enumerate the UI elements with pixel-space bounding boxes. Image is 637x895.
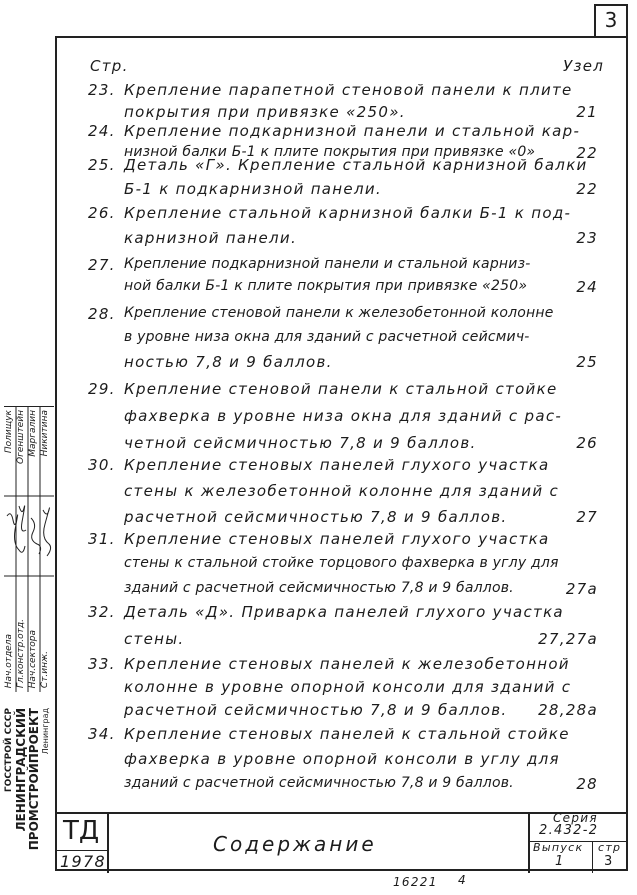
series-value: 2.432-2 [539, 823, 599, 838]
entry-node: 27 [576, 508, 598, 526]
entry-text-line: Крепление стеновой панели к железобетонной колонне [124, 305, 554, 321]
stamp-role: Гл.констр.отд. [16, 618, 26, 688]
entry-number: 27. [88, 256, 116, 274]
entry-node: 25 [576, 353, 598, 371]
entry-text-line: колонне в уровне опорной консоли для зданий с [124, 678, 572, 696]
entry-node: 21 [576, 103, 598, 121]
doc-year: 1978 [60, 852, 106, 871]
inventory-number: 16221 [393, 875, 438, 889]
entry-number: 23. [88, 81, 116, 99]
issue-label: Выпуск [533, 841, 584, 854]
signature-stamp [4, 406, 54, 692]
entry-text-line: стены к стальной стойке торцового фахверка в углу для [124, 555, 559, 571]
entry-node: 27,27а [538, 630, 598, 648]
entry-number: 24. [88, 122, 116, 140]
entry-text-line: стены. [124, 630, 185, 648]
stamp-role: Нач.отдела [4, 633, 14, 688]
series-label: Серия [553, 811, 598, 825]
entry-text-line: Крепление стеновых панелей к железобетонной [124, 655, 570, 673]
entry-number: 29. [88, 380, 116, 398]
entry-text-line: Крепление стеновой панели к стальной стойке [124, 380, 558, 398]
entry-text-line: расчетной сейсмичностью 7,8 и 9 баллов. [124, 508, 508, 526]
org-city: Ленинград [41, 708, 50, 755]
entry-text-line: Крепление стеновых панелей к стальной стойке [124, 725, 570, 743]
org-ministry: ГОССТРОЙ СССР [4, 708, 14, 793]
entry-number: 25. [88, 156, 116, 174]
organization-block [4, 708, 52, 858]
node-column-header: Узел [563, 57, 605, 75]
entry-node: 23 [576, 229, 598, 247]
entry-text-line: Крепление стальной карнизной балки Б-1 к под- [124, 204, 572, 222]
entry-text-line: ной балки Б-1 к плите покрытия при привязке «250» [124, 278, 528, 294]
entry-text-line: зданий с расчетной сейсмичностью 7,8 и 9 баллов. [124, 775, 514, 791]
entry-text-line: фахверка в уровне опорной консоли в углу для [124, 750, 560, 768]
sheet-number-box [594, 4, 628, 37]
entry-node: 22 [576, 144, 598, 162]
stamp-name: Маргалин [28, 410, 38, 457]
entry-text-line: покрытия при привязке «250». [124, 103, 406, 121]
entry-text-line: расчетной сейсмичностью 7,8 и 9 баллов. [124, 701, 508, 719]
entry-text-line: четной сейсмичностью 7,8 и 9 баллов. [124, 434, 477, 452]
entry-number: 26. [88, 204, 116, 222]
signatures [4, 406, 54, 692]
inventory-mark: 4 [458, 873, 467, 887]
stamp-name: Полищук [4, 410, 14, 454]
page-label: стр [598, 841, 622, 854]
entry-text-line: стены к железобетонной колонне для зданий с [124, 482, 559, 500]
entry-text-line: Деталь «Д». Приварка панелей глухого участка [124, 603, 564, 621]
entry-text-line: Крепление парапетной стеновой панели к плите [124, 81, 573, 99]
entry-number: 30. [88, 456, 116, 474]
entry-text-line: ностью 7,8 и 9 баллов. [124, 353, 333, 371]
entry-text-line: Крепление стеновых панелей глухого участка [124, 456, 550, 474]
entry-number: 34. [88, 725, 116, 743]
doc-title: Содержание [213, 832, 377, 856]
page-column-header: Стр. [90, 57, 129, 75]
entry-text-line: карнизной панели. [124, 229, 298, 247]
doc-code: ТД [63, 816, 100, 846]
entry-text-line: Б-1 к подкарнизной панели. [124, 180, 382, 198]
entry-node: 28 [576, 775, 598, 793]
title-block [55, 812, 628, 873]
entry-number: 31. [88, 530, 116, 548]
entry-node: 26 [576, 434, 598, 452]
page-value: 3 [604, 854, 613, 869]
entry-text-line: Крепление подкарнизной панели и стальной карниз- [124, 256, 531, 272]
entry-text-line: фахверка в уровне низа окна для зданий с рас- [124, 407, 563, 425]
entry-text-line: Крепление стеновых панелей глухого участка [124, 530, 550, 548]
entry-text-line: зданий с расчетной сейсмичностью 7,8 и 9 баллов. [124, 580, 514, 596]
entry-text-line: Крепление подкарнизной панели и стальной кар- [124, 122, 581, 140]
entry-node: 27а [565, 580, 598, 598]
entry-number: 33. [88, 655, 116, 673]
entry-text-line: Деталь «Г». Крепление стальной карнизной балки [124, 156, 588, 174]
entry-text-line: низной балки Б-1 к плите покрытия при привязке «0» [124, 144, 536, 160]
stamp-name: Никитина [40, 410, 50, 457]
entry-node: 22 [576, 180, 598, 198]
entry-node: 28,28а [538, 701, 598, 719]
stamp-role: Нач.сектора [28, 629, 38, 688]
org-name-2: ПРОМСТРОЙПРОЕКТ [27, 708, 41, 851]
entry-node: 24 [576, 278, 598, 296]
org-name-1: ЛЕНИНГРАДСКИЙ [14, 708, 28, 832]
issue-value: 1 [555, 854, 565, 869]
entry-number: 32. [88, 603, 116, 621]
stamp-role: Ст.инж. [40, 650, 50, 688]
entry-number: 28. [88, 305, 116, 323]
stamp-name: Огенштейн [16, 410, 26, 464]
entry-text-line: в уровне низа окна для зданий с расчетной сейсмич- [124, 329, 530, 345]
sheet-number: 3 [604, 8, 618, 32]
